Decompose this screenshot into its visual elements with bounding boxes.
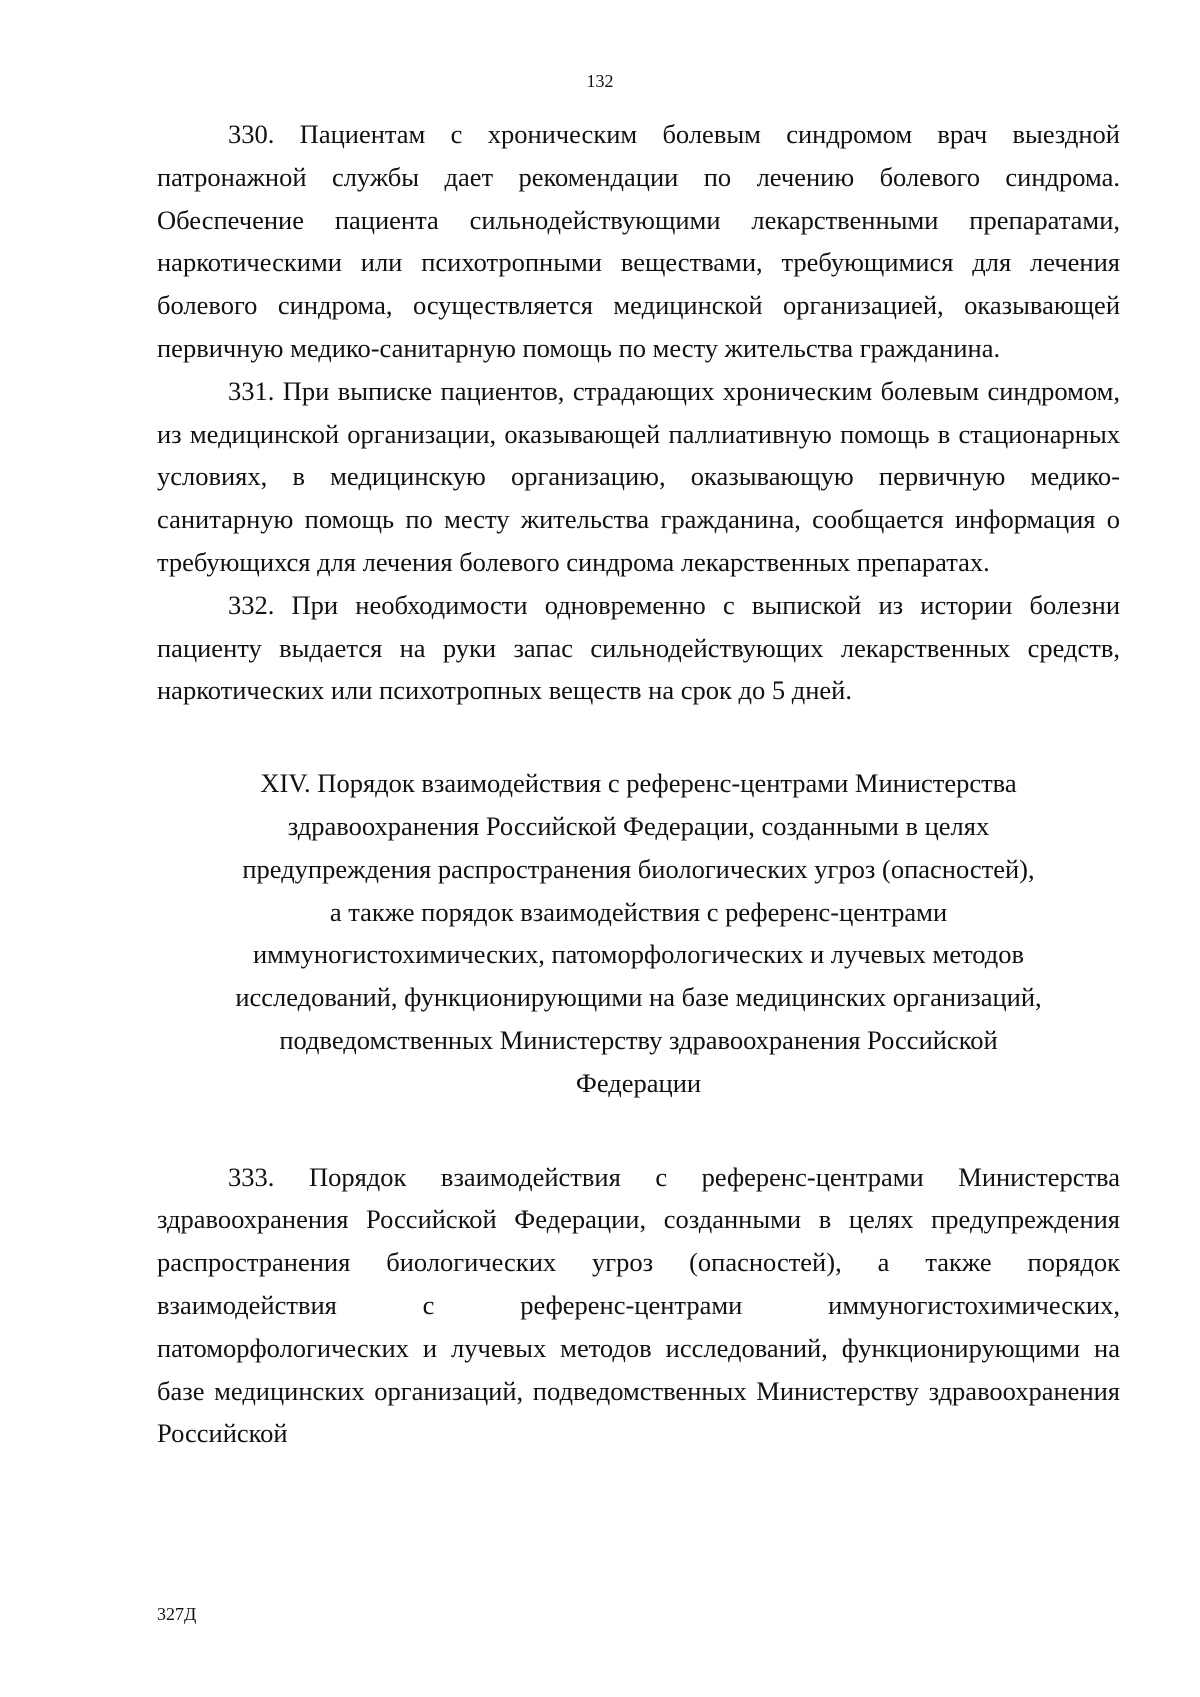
paragraph-330: 330. Пациентам с хроническим болевым синдромом врач выездной патронажной службы дает рекомендации по лечению болевого синдрома. Обеспечение пациента сильнодействующими лекарственными препаратами, наркотическими или психотропными веществами, требующимися для лечения болевого синдрома, осуществляется медицинской организацией, оказывающей первичную медико-санитарную помощь по месту жительства гражданина. [157,119,1120,363]
section-heading-xiv [157,762,1120,1104]
section-heading-line: XIV. Порядок взаимодействия с референс-центрами Министерства [260,768,1017,799]
paragraph-331: 331. При выписке пациентов, страдающих хроническим болевым синдромом, из медицинской организации, оказывающей паллиативную помощь в стационарных условиях, в медицинскую организацию, оказывающую первичную медико-санитарную помощь по месту жительства гражданина, сообщается информация о требующихся для лечения болевого синдрома лекарственных препаратах. [157,375,1120,577]
document-body [157,113,1120,1455]
page-number: 132 [586,71,614,91]
section-heading-line: предупреждения распространения биологических угроз (опасностей), [242,853,1035,884]
section-heading-line: здравоохранения Российской Федерации, созданными в целях [287,810,990,841]
section-heading-line: иммуногистохимических, патоморфологических и лучевых методов [252,939,1025,970]
section-heading-line: Федерации [575,1067,702,1098]
section-heading-line: а также порядок взаимодействия с референс-центрами [329,896,948,927]
section-heading-line: исследований, функционирующими на базе медицинских организаций, [235,982,1042,1013]
document-code: 327Д [157,1604,197,1624]
section-heading-line: подведомственных Министерству здравоохранения Российской [279,1024,998,1055]
paragraph-332: 332. При необходимости одновременно с выпиской из истории болезни пациенту выдается на руки запас сильнодействующих лекарственных средств, наркотических или психотропных веществ на срок до 5 дней. [157,589,1120,706]
paragraph-333: 333. Порядок взаимодействия с референс-центрами Министерства здравоохранения Российской Федерации, созданными в целях предупреждения распространения биологических угроз (опасностей), а также порядок взаимодействия с референс-центрами иммуногистохимических, патоморфологических и лучевых методов исследований, функционирующими на базе медицинских организаций, подведомственных Министерству здравоохранения Российской [157,1161,1120,1449]
